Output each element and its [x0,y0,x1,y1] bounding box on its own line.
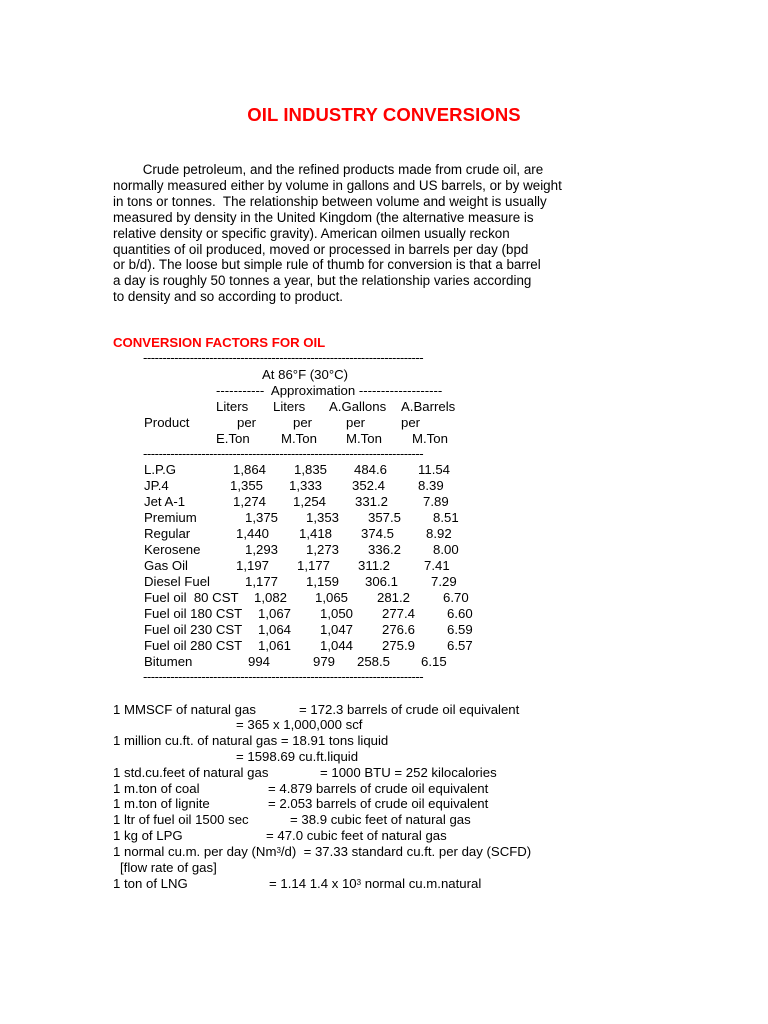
cell-liters-mton: 1,065 [315,590,349,605]
intro-line: measured by density in the United Kingdom (the alternative measure is [113,209,534,225]
cell-gallons-mton: 277.4 [382,606,416,621]
col-header-2-line1: Liters [273,399,306,414]
cell-gallons-mton: 484.6 [354,462,388,477]
table-row [0,494,768,510]
product-name: Fuel oil 230 CST [144,622,243,637]
table-temperature-label: At 86°F (30°C) [262,367,349,382]
cell-liters-mton: 1,159 [306,574,340,589]
product-name: Bitumen [144,654,193,669]
cell-barrels-mton: 8.39 [418,478,444,493]
fact-text: = 1.14 1.4 x 10 [269,876,357,891]
cell-liters-eton: 1,864 [233,462,267,477]
product-name: Gas Oil [144,558,188,573]
fact-label: 1 m.ton of coal [113,781,200,796]
cell-liters-mton: 1,050 [320,606,354,621]
col-header-3-line2: per [346,415,366,430]
fact-label: 1 kg of LPG [113,828,183,843]
table-approximation-label: ----------- Approximation ------------------- [216,383,443,398]
col-header-1-line2: per [237,415,257,430]
table-divider-bottom: ------------------------------------------------------------------------ [143,669,424,684]
product-name: L.P.G [144,462,177,477]
intro-line: quantities of oil produced, moved or processed in barrels per day (bpd [113,241,529,257]
table-row [0,638,768,654]
cell-gallons-mton: 306.1 [365,574,399,589]
fact-label: 1 m.ton of lignite [113,796,210,811]
fact-value: = 47.0 cubic feet of natural gas [266,828,447,843]
table-row [0,574,768,590]
table-divider-mid: ------------------------------------------------------------------------ [143,446,424,461]
fact-text: /d) = 37.33 standard cu.ft. per day (SCFD) [280,844,532,859]
col-header-3-line1: A.Gallons [329,399,387,414]
cell-liters-mton: 1,418 [299,526,333,541]
cell-liters-mton: 1,273 [306,542,340,557]
fact-label: 1 million cu.ft. of natural gas = 18.91 tons liquid [113,733,389,748]
col-header-4-line3: M.Ton [412,431,448,446]
intro-paragraph [113,162,633,305]
cell-gallons-mton: 281.2 [377,590,411,605]
cell-gallons-mton: 258.5 [357,654,391,669]
fact-label: 1 MMSCF of natural gas [113,702,256,717]
fact-value: = 1000 BTU = 252 kilocalories [320,765,497,780]
cell-liters-eton: 1,082 [254,590,288,605]
col-header-2-line2: per [293,415,313,430]
cell-barrels-mton: 6.57 [447,638,473,653]
superscript: 3 [356,878,362,887]
cell-liters-mton: 1,353 [306,510,340,525]
fact-value: = 365 x 1,000,000 scf [236,717,363,732]
table-row [0,542,768,558]
product-name: Fuel oil 280 CST [144,638,243,653]
superscript: 3 [276,846,281,855]
table-row [0,622,768,638]
fact-label: 1 ton of LNG [113,876,188,891]
cell-liters-eton: 1,440 [236,526,270,541]
cell-barrels-mton: 6.15 [421,654,447,669]
section-heading: CONVERSION FACTORS FOR OIL [113,335,326,350]
cell-barrels-mton: 7.41 [424,558,450,573]
cell-gallons-mton: 357.5 [368,510,402,525]
fact-lng-value [269,876,481,892]
col-header-1-line3: E.Ton [216,431,250,446]
cell-barrels-mton: 8.00 [433,542,459,557]
table-row [0,558,768,574]
product-name: Diesel Fuel [144,574,210,589]
product-name: Fuel oil 180 CST [144,606,243,621]
fact-normal-cum-per-day [113,844,531,860]
cell-liters-mton: 1,254 [293,494,327,509]
col-header-4-line2: per [401,415,421,430]
cell-gallons-mton: 311.2 [358,558,391,573]
fact-label: 1 std.cu.feet of natural gas [113,765,269,780]
cell-liters-eton: 1,274 [233,494,267,509]
product-name: Kerosene [144,542,201,557]
cell-barrels-mton: 6.70 [443,590,469,605]
cell-gallons-mton: 374.5 [361,526,395,541]
col-header-4-line1: A.Barrels [401,399,456,414]
fact-label: 1 ltr of fuel oil 1500 sec [113,812,249,827]
fact-value: = 172.3 barrels of crude oil equivalent [299,702,520,717]
col-header-3-line3: M.Ton [346,431,382,446]
table-row [0,606,768,622]
cell-gallons-mton: 275.9 [382,638,416,653]
intro-line: Crude petroleum, and the refined products made from crude oil, are [113,162,544,177]
table-row [0,478,768,494]
fact-value: = 1598.69 cu.ft.liquid [236,749,359,764]
intro-line: to density and so according to product. [113,289,344,305]
page-title: OIL INDUSTRY CONVERSIONS [247,104,521,125]
cell-liters-eton: 1,061 [258,638,292,653]
cell-barrels-mton: 8.92 [426,526,452,541]
cell-gallons-mton: 276.6 [382,622,416,637]
product-name: Jet A-1 [144,494,186,509]
cell-liters-mton: 1,333 [289,478,323,493]
fact-value: = 38.9 cubic feet of natural gas [290,812,471,827]
product-name: JP.4 [144,478,169,493]
cell-gallons-mton: 331.2 [355,494,389,509]
cell-liters-mton: 979 [313,654,336,669]
product-name: Premium [144,510,197,525]
col-header-product: Product [144,415,190,430]
cell-liters-eton: 1,197 [236,558,270,573]
cell-gallons-mton: 352.4 [352,478,386,493]
cell-barrels-mton: 7.89 [423,494,449,509]
fact-note: [flow rate of gas] [120,860,217,875]
cell-barrels-mton: 11.54 [418,462,451,477]
cell-liters-eton: 1,293 [245,542,279,557]
table-row [0,654,768,670]
cell-liters-mton: 1,835 [294,462,328,477]
table-divider-top: ------------------------------------------------------------------------ [143,350,424,365]
cell-liters-eton: 1,355 [230,478,264,493]
table-row [0,462,768,478]
cell-liters-eton: 1,064 [258,622,292,637]
product-name: Fuel oil 80 CST [144,590,239,605]
cell-barrels-mton: 6.60 [447,606,473,621]
table-row [0,590,768,606]
table-row [0,510,768,526]
fact-value: = 4.879 barrels of crude oil equivalent [268,781,489,796]
cell-barrels-mton: 7.29 [431,574,457,589]
cell-liters-eton: 994 [248,654,271,669]
cell-liters-mton: 1,044 [320,638,354,653]
col-header-1-line1: Liters [216,399,249,414]
table-row [0,526,768,542]
intro-line: relative density or specific gravity). American oilmen usually reckon [113,225,510,241]
col-header-2-line3: M.Ton [281,431,317,446]
cell-liters-eton: 1,177 [245,574,279,589]
intro-line: or b/d). The loose but simple rule of thumb for conversion is that a barrel [113,257,541,273]
intro-line: in tons or tonnes. The relationship between volume and weight is usually [113,193,547,209]
cell-barrels-mton: 6.59 [447,622,473,637]
fact-value: = 2.053 barrels of crude oil equivalent [268,796,489,811]
cell-liters-eton: 1,375 [245,510,279,525]
intro-line: normally measured either by volume in gallons and US barrels, or by weight [113,177,562,193]
cell-liters-mton: 1,047 [320,622,354,637]
cell-gallons-mton: 336.2 [368,542,402,557]
cell-liters-mton: 1,177 [297,558,331,573]
fact-text: 1 normal cu.m. per day (Nm [113,844,277,859]
product-name: Regular [144,526,191,541]
fact-text: normal cu.m.natural [361,876,482,891]
intro-line: a day is roughly 50 tonnes a year, but the relationship varies according [113,273,532,289]
cell-barrels-mton: 8.51 [433,510,459,525]
cell-liters-eton: 1,067 [258,606,292,621]
